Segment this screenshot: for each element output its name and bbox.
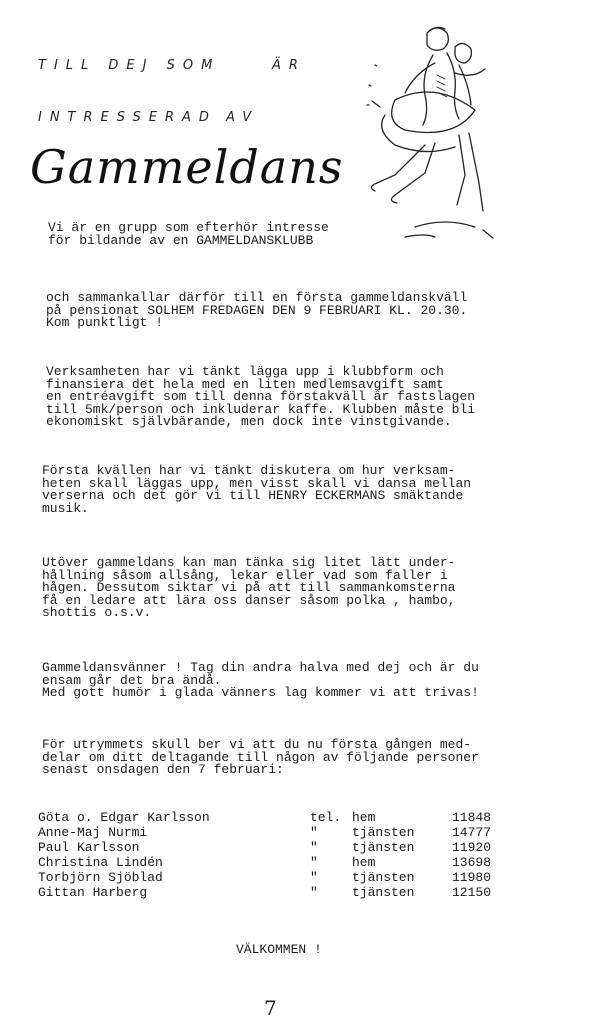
contact-number: 12150 [452,885,492,900]
contact-name: Christina Lindén [38,855,163,870]
contact-number: 11920 [452,840,492,855]
contact-number: 13698 [452,855,492,870]
header-line-1-text: TILL DEJ SOM [38,58,221,73]
closing-welcome: VÄLKOMMEN ! [236,942,322,957]
paragraph-club-finance: Verksamheten har vi tänkt lägga upp i klubbform och finansiera det hela med en liten medlemsavgift samt en entréavgift som till denna förstakväll är fastslagen till 5mk/person och inkluderar kaffe. Klubben måste bli ekonomiskt självbärande, men dock inte vinstgivande. [46,364,476,429]
dancing-couple-illustration [355,15,515,250]
contact-name: Anne-Maj Nurmi [38,825,148,840]
contact-tel: " [310,855,318,870]
paragraph-dance-friends: Gammeldansvänner ! Tag din andra halva med dej och är du ensam går det bra ändå. Med gott humör i glada vänners lag kommer vi att trivas! [42,660,479,700]
contact-tel: " [310,825,318,840]
contact-place: tjänsten [352,885,415,900]
contact-place: tjänsten [352,825,415,840]
contact-place: tjänsten [352,840,415,855]
header-line-2: INTRESSERAD [38,110,217,125]
page-number: 7 [264,996,277,1020]
header-line-2-end: AV [226,110,260,125]
contact-place: tjänsten [352,870,415,885]
header-line-1-end: ÄR [272,58,306,73]
contact-number: 14777 [452,825,492,840]
intro-text: Vi är en grupp som efterhör intresse för bildande av en GAMMELDANSKLUBB [48,220,329,248]
page-title: Gammeldans [30,140,344,194]
contact-tel: " [310,870,318,885]
contact-name: Torbjörn Sjöblad [38,870,163,885]
contact-name: Paul Karlsson [38,840,140,855]
contact-name: Göta o. Edgar Karlsson [38,810,210,825]
contact-name: Gittan Harberg [38,885,148,900]
contact-tel: " [310,840,318,855]
contact-place: hem [352,810,376,825]
paragraph-invitation: och sammankallar därför till en första gammeldanskväll på pensionat SOLHEM FREDAGEN DEN 9 FEBRUARI KL. 20.30. Kom punktligt ! [46,290,468,330]
contact-number: 11848 [452,810,492,825]
paragraph-first-evening: Första kvällen har vi tänkt diskutera om hur verksam- heten skall läggas upp, men visst skall vi dansa mellan verserna och det gör vi till HENRY ECKERMANS smäktande musik. [42,463,472,516]
header-line-1 [38,58,220,73]
contact-tel: tel. [310,810,342,825]
contact-tel: " [310,885,318,900]
contact-place: hem [352,855,376,870]
paragraph-entertainment: Utöver gammeldans kan man tänka sig litet lätt under- hållning såsom allsång, lekar eller vad som faller i hågen. Dessutom siktar vi på att till sammankomsterna få en ledare att lära oss danser såsom polka , hambo, shottis o.s.v. [42,555,456,620]
contact-number: 11980 [452,870,492,885]
paragraph-registration: För utrymmets skull ber vi att du nu första gången med- delar om ditt deltagande till någon av följande personer senast onsdagen den 7 februari: [42,737,479,777]
